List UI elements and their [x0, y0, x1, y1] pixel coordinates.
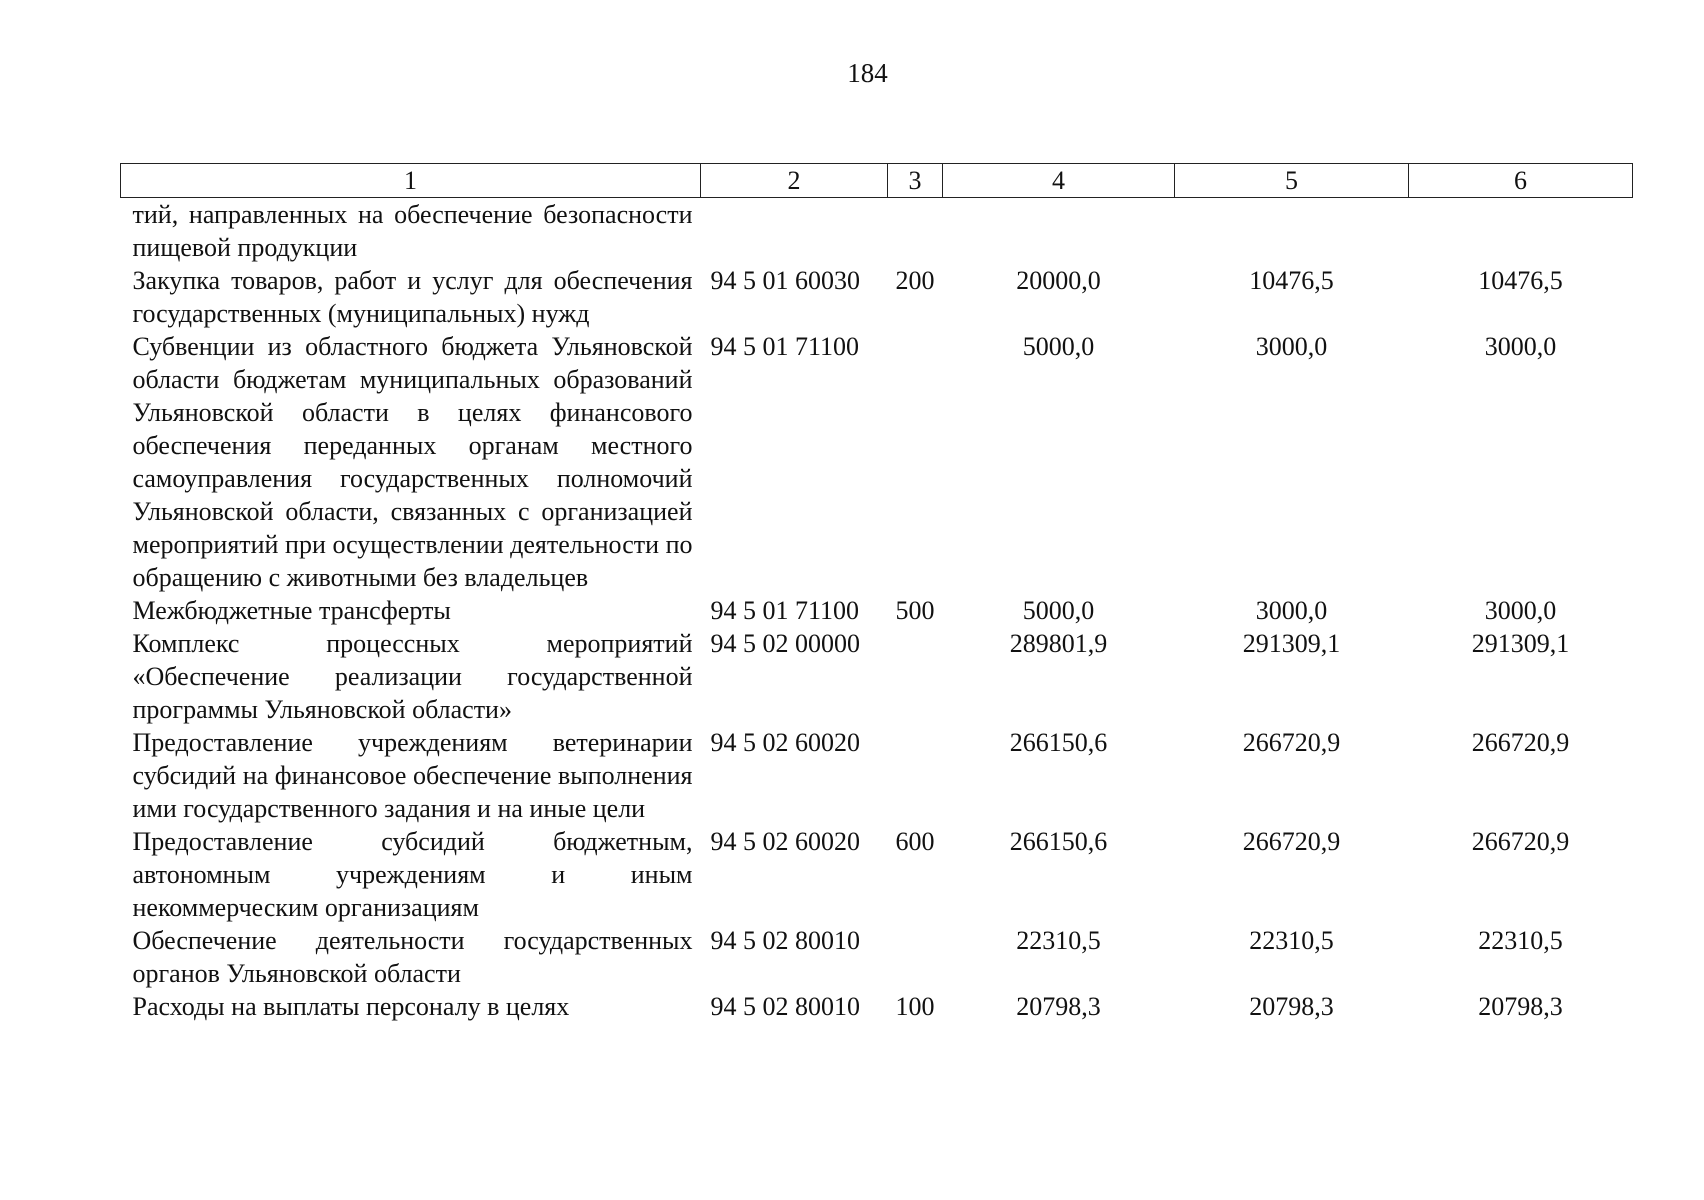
row-expense-type — [888, 198, 943, 265]
table-row — [121, 264, 1633, 330]
row-name: Субвенции из областного бюджета Ульяновской области бюджетам муниципальных образований Ульяновской области в целях финансового обеспечения переданных органам местного самоуправления государственных полномочий Ульяновской области, связанных с организацией мероприятий при осуществлении деятельности по обращению с животными без владельцев — [132, 332, 693, 592]
row-code: 94 5 01 71100 — [710, 596, 860, 625]
row-expense-type: 600 — [895, 827, 935, 856]
row-value-6: 266720,9 — [1471, 827, 1570, 856]
row-code: 94 5 01 60030 — [710, 266, 860, 295]
header-col-6: 6 — [1409, 164, 1633, 198]
row-expense-type — [888, 627, 943, 726]
row-name: Обеспечение деятельности государственных органов Ульяновской области — [132, 926, 693, 988]
row-name: Предоставление субсидий бюджетным, автономным учреждениям и иным некоммерческим организациям — [132, 827, 693, 922]
table-row — [121, 627, 1633, 726]
budget-table-container — [120, 163, 1632, 1023]
row-value-5: 20798,3 — [1249, 992, 1334, 1021]
table-body — [121, 198, 1633, 1024]
row-value-6: 266720,9 — [1471, 728, 1570, 757]
row-value-4: 22310,5 — [1016, 926, 1101, 955]
row-value-4: 289801,9 — [1009, 629, 1108, 658]
row-code: 94 5 02 60020 — [710, 728, 860, 757]
row-value-6: 3000,0 — [1484, 596, 1557, 625]
table-row — [121, 594, 1633, 627]
row-code — [701, 198, 888, 265]
budget-table — [120, 163, 1633, 1023]
table-row — [121, 825, 1633, 924]
row-value-4: 5000,0 — [1022, 596, 1095, 625]
row-value-6: 291309,1 — [1471, 629, 1570, 658]
row-code: 94 5 02 60020 — [710, 827, 860, 856]
row-code: 94 5 02 80010 — [710, 992, 860, 1021]
header-row — [121, 164, 1633, 198]
header-col-3: 3 — [888, 164, 943, 198]
header-col-1: 1 — [121, 164, 701, 198]
row-value-5: 266720,9 — [1242, 728, 1341, 757]
table-header — [121, 164, 1633, 198]
row-value-5: 266720,9 — [1242, 827, 1341, 856]
row-name: Межбюджетные трансферты — [132, 596, 451, 625]
row-value-5: 3000,0 — [1255, 596, 1328, 625]
row-expense-type: 200 — [895, 266, 935, 295]
row-value-5: 10476,5 — [1249, 266, 1334, 295]
row-value-6: 22310,5 — [1478, 926, 1563, 955]
header-col-4: 4 — [943, 164, 1175, 198]
page-number: 184 — [847, 58, 888, 88]
row-code: 94 5 02 80010 — [710, 926, 860, 955]
row-value-4: 5000,0 — [1022, 332, 1095, 361]
table-row — [121, 330, 1633, 594]
row-value-5: 22310,5 — [1249, 926, 1334, 955]
header-col-2: 2 — [701, 164, 888, 198]
table-row — [121, 924, 1633, 990]
row-value-4: 266150,6 — [1009, 728, 1108, 757]
row-name: Предоставление учреждениям ветеринарии субсидий на финансовое обеспечение выполнения ими государственного задания и на иные цели — [132, 728, 693, 823]
table-row — [121, 990, 1633, 1023]
row-value-6 — [1409, 198, 1633, 265]
row-value-6: 10476,5 — [1478, 266, 1563, 295]
row-value-4: 266150,6 — [1009, 827, 1108, 856]
row-name: тий, направленных на обеспечение безопасности пищевой продукции — [132, 200, 693, 262]
row-expense-type — [888, 726, 943, 825]
row-expense-type — [888, 330, 943, 594]
row-expense-type: 500 — [895, 596, 935, 625]
row-expense-type: 100 — [895, 992, 935, 1021]
row-value-6: 3000,0 — [1484, 332, 1557, 361]
table-row — [121, 198, 1633, 265]
row-value-5 — [1175, 198, 1409, 265]
table-row — [121, 726, 1633, 825]
row-name: Расходы на выплаты персоналу в целях — [132, 992, 570, 1021]
row-value-5: 3000,0 — [1255, 332, 1328, 361]
row-code: 94 5 02 00000 — [710, 629, 860, 658]
row-value-4: 20000,0 — [1016, 266, 1101, 295]
row-value-4 — [943, 198, 1175, 265]
header-col-5: 5 — [1175, 164, 1409, 198]
row-name: Закупка товаров, работ и услуг для обеспечения государственных (муниципальных) нужд — [132, 266, 693, 328]
row-expense-type — [888, 924, 943, 990]
row-value-4: 20798,3 — [1016, 992, 1101, 1021]
row-value-5: 291309,1 — [1242, 629, 1341, 658]
row-value-6: 20798,3 — [1478, 992, 1563, 1021]
row-name: Комплекс процессных мероприятий «Обеспечение реализации государственной программы Ульяновской области» — [132, 629, 693, 724]
row-code: 94 5 01 71100 — [710, 332, 860, 361]
